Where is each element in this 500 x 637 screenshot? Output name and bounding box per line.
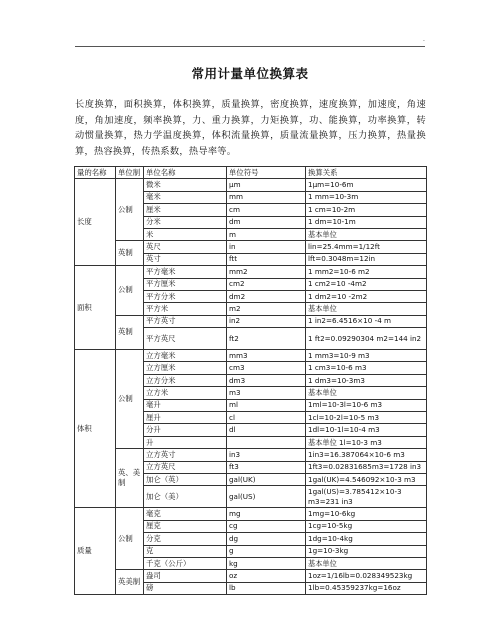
unit-name-cell: 分米 [144, 216, 227, 228]
table-row [75, 350, 427, 362]
unit-name-cell: 微米 [144, 179, 227, 191]
conversion-cell: 1 ft2=0.09290304 m2=144 in2 [306, 328, 427, 350]
unit-name-cell: 米 [144, 228, 227, 240]
unit-name-cell: 厘升 [144, 412, 227, 424]
conversion-cell: 1 dm=10-1m [306, 216, 427, 228]
unit-name-cell: 立方米 [144, 387, 227, 399]
conversion-cell: 1mg=10-6kg [306, 508, 427, 520]
conversion-cell: 1 cm3=10-6 m3 [306, 362, 427, 374]
conversion-cell: 1cl=10-2l=10-5 m3 [306, 412, 427, 424]
unit-symbol-cell: ftt [227, 253, 306, 265]
conversion-cell: 1dl=10-1l=10-4 m3 [306, 424, 427, 436]
conversion-cell: 1 dm3=10-3m3 [306, 374, 427, 386]
conversion-cell: 1 mm2=10-6 m2 [306, 266, 427, 278]
quantity-cell: 质量 [75, 508, 116, 595]
unit-symbol-cell: cl [227, 412, 306, 424]
conversion-cell: lft=0.3048m=12in [306, 253, 427, 265]
unit-name-cell: 磅 [144, 582, 227, 594]
conversion-table-body [75, 167, 427, 595]
conversion-cell: 基本单位 [306, 228, 427, 240]
unit-symbol-cell: in [227, 241, 306, 253]
unit-name-cell: 立方毫米 [144, 350, 227, 362]
table-row [75, 315, 427, 327]
header-rule [75, 46, 425, 47]
table-row [75, 179, 427, 191]
table-row [75, 570, 427, 582]
conversion-cell: lin=25.4mm=1/12ft [306, 241, 427, 253]
table-header-row [75, 167, 427, 179]
header-cell: 单位符号 [227, 167, 306, 179]
conversion-cell: 1 cm=10-2m [306, 204, 427, 216]
unit-symbol-cell: dm [227, 216, 306, 228]
unit-name-cell: 分克 [144, 533, 227, 545]
unit-symbol-cell: dm3 [227, 374, 306, 386]
conversion-cell: 基本单位 1l=10-3 m3 [306, 436, 427, 448]
header-mark: . [423, 36, 425, 43]
page-title: 常用计量单位换算表 [191, 66, 309, 81]
unit-name-cell: 平方英寸 [144, 315, 227, 327]
unit-symbol-cell: ft2 [227, 328, 306, 350]
unit-name-cell: 立方英尺 [144, 461, 227, 473]
intro-paragraph: 长度换算，面积换算，体积换算，质量换算，密度换算，速度换算，加速度，角速度，角加速度，频率换算，力、重力换算，力矩换算，功、能换算，功率换算，转动惯量换算，热力学温度换算，体积流量换算，质量流量换算，压力换算，热量换算，热容换算，传热系数，热导率等。 [75, 99, 426, 157]
unit-symbol-cell: in2 [227, 315, 306, 327]
conversion-cell: 1gal(UK)=4.546092×10-3 m3 [306, 473, 427, 485]
unit-symbol-cell: in3 [227, 449, 306, 461]
unit-symbol-cell: dl [227, 424, 306, 436]
unit-name-cell: 厘克 [144, 520, 227, 532]
unit-name-cell: 平方分米 [144, 290, 227, 302]
conversion-cell: 1cg=10-5kg [306, 520, 427, 532]
unit-symbol-cell: cm [227, 204, 306, 216]
conversion-cell: 1oz=1/16lb=0.028349523kg [306, 570, 427, 582]
system-cell: 英美制 [116, 570, 144, 595]
unit-name-cell: 英寸 [144, 253, 227, 265]
unit-name-cell: 平方厘米 [144, 278, 227, 290]
system-cell: 公制 [116, 508, 144, 570]
conversion-cell: 1 dm2=10 -2m2 [306, 290, 427, 302]
unit-symbol-cell: ml [227, 399, 306, 411]
unit-symbol-cell: oz [227, 570, 306, 582]
header-cell: 量的名称 [75, 167, 116, 179]
conversion-cell: 1 in2=6.4516×10 -4 m [306, 315, 427, 327]
conversion-cell: 基本单位 [306, 557, 427, 569]
system-cell: 公制 [116, 266, 144, 316]
unit-symbol-cell: μm [227, 179, 306, 191]
quantity-cell: 体积 [75, 350, 116, 508]
unit-symbol-cell [227, 436, 306, 448]
unit-name-cell: 平方毫米 [144, 266, 227, 278]
unit-name-cell: 平方英尺 [144, 328, 227, 350]
unit-symbol-cell: cm3 [227, 362, 306, 374]
unit-name-cell: 克 [144, 545, 227, 557]
conversion-cell: 1in3=16.387064×10-6 m3 [306, 449, 427, 461]
unit-name-cell: 立方分米 [144, 374, 227, 386]
conversion-cell: 1 mm=10-3m [306, 191, 427, 203]
unit-name-cell: 加仑（美） [144, 486, 227, 508]
unit-symbol-cell: mm2 [227, 266, 306, 278]
conversion-cell: 1μm=10-6m [306, 179, 427, 191]
table-row [75, 508, 427, 520]
unit-name-cell: 毫升 [144, 399, 227, 411]
unit-name-cell: 分升 [144, 424, 227, 436]
system-cell: 英、美制 [116, 449, 144, 508]
unit-symbol-cell: gal(US) [227, 486, 306, 508]
unit-symbol-cell: m3 [227, 387, 306, 399]
quantity-cell: 长度 [75, 179, 116, 266]
system-cell: 公制 [116, 350, 144, 449]
unit-name-cell: 千克（公斤） [144, 557, 227, 569]
conversion-cell: 基本单位 [306, 303, 427, 315]
unit-name-cell: 升 [144, 436, 227, 448]
unit-symbol-cell: g [227, 545, 306, 557]
unit-symbol-cell: mm [227, 191, 306, 203]
unit-symbol-cell: ft3 [227, 461, 306, 473]
conversion-cell: 1gal(US)=3.785412×10-3 m3=231 in3 [306, 486, 427, 508]
unit-symbol-cell: gal(UK) [227, 473, 306, 485]
unit-name-cell: 英尺 [144, 241, 227, 253]
header-cell: 换算关系 [306, 167, 427, 179]
unit-symbol-cell: dg [227, 533, 306, 545]
unit-name-cell: 毫米 [144, 191, 227, 203]
system-cell: 英制 [116, 241, 144, 266]
conversion-cell: 基本单位 [306, 387, 427, 399]
unit-symbol-cell: mg [227, 508, 306, 520]
unit-symbol-cell: m2 [227, 303, 306, 315]
unit-name-cell: 平方米 [144, 303, 227, 315]
conversion-cell: 1lb=0.45359237kg=16oz [306, 582, 427, 594]
unit-symbol-cell: m [227, 228, 306, 240]
conversion-cell: 1ml=10-3l=10-6 m3 [306, 399, 427, 411]
unit-name-cell: 立方厘米 [144, 362, 227, 374]
conversion-cell: 1 mm3=10-9 m3 [306, 350, 427, 362]
unit-name-cell: 厘米 [144, 204, 227, 216]
system-cell: 公制 [116, 179, 144, 241]
table-row [75, 266, 427, 278]
header-cell: 单位名称 [144, 167, 227, 179]
unit-name-cell: 毫克 [144, 508, 227, 520]
unit-name-cell: 立方英寸 [144, 449, 227, 461]
conversion-cell: 1ft3=0.02831685m3=1728 in3 [306, 461, 427, 473]
unit-symbol-cell: mm3 [227, 350, 306, 362]
conversion-cell: 1g=10-3kg [306, 545, 427, 557]
unit-symbol-cell: dm2 [227, 290, 306, 302]
quantity-cell: 面积 [75, 266, 116, 350]
table-row [75, 241, 427, 253]
unit-name-cell: 加仑（英） [144, 473, 227, 485]
table-row [75, 449, 427, 461]
unit-symbol-cell: cg [227, 520, 306, 532]
conversion-table [74, 166, 427, 595]
conversion-cell: 1 cm2=10 -4m2 [306, 278, 427, 290]
unit-symbol-cell: cm2 [227, 278, 306, 290]
unit-symbol-cell: lb [227, 582, 306, 594]
header-cell: 单位制 [116, 167, 144, 179]
conversion-cell: 1dg=10-4kg [306, 533, 427, 545]
unit-name-cell: 盎司 [144, 570, 227, 582]
unit-symbol-cell: kg [227, 557, 306, 569]
system-cell: 英制 [116, 315, 144, 349]
